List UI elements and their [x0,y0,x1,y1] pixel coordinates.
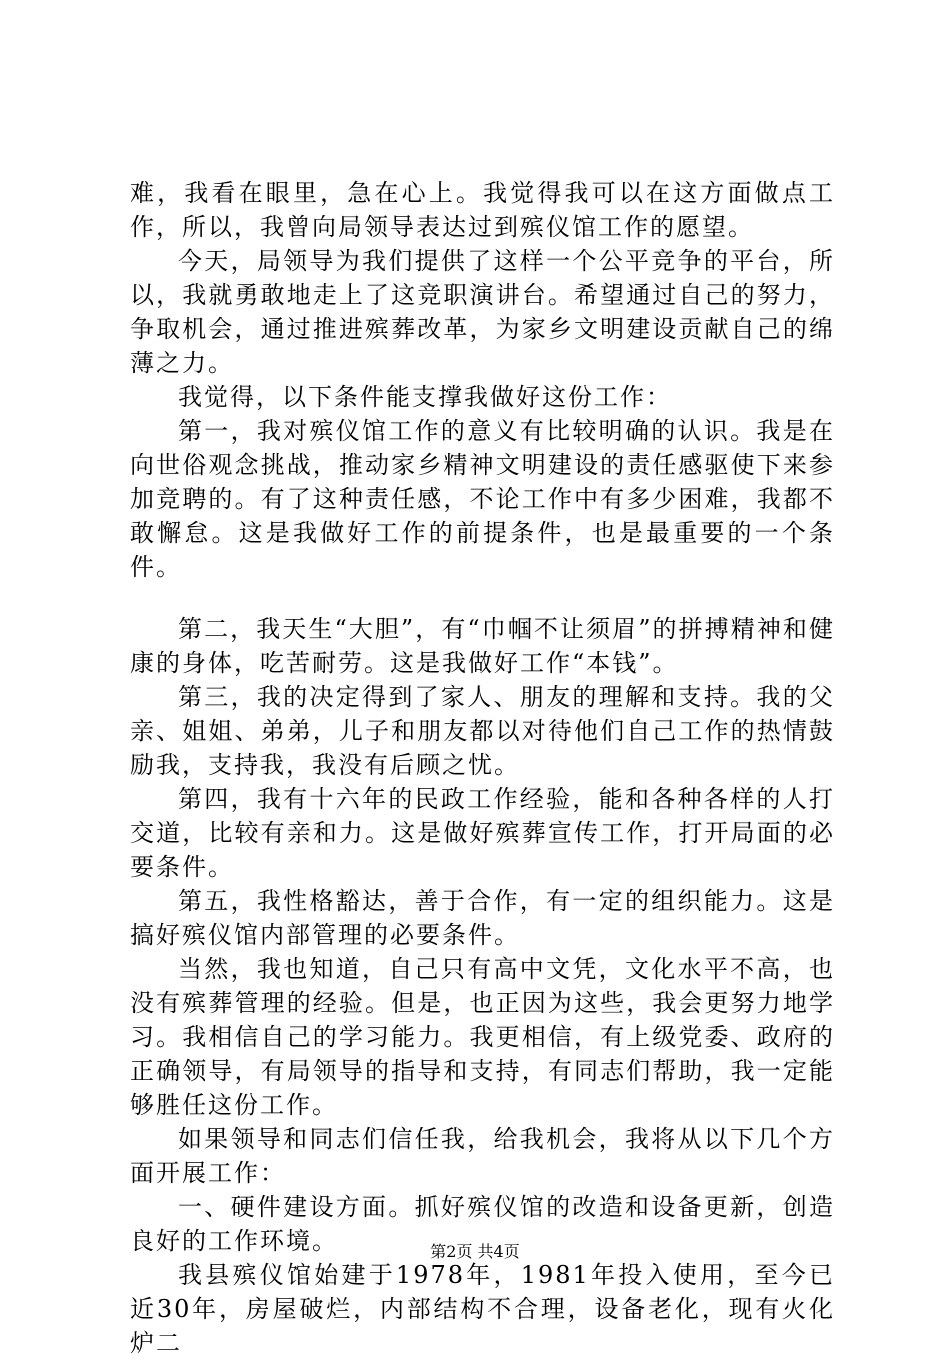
paragraph-8: 第五，我性格豁达，善于合作，有一定的组织能力。这是搞好殡仪馆内部管理的必要条件。 [130,887,835,949]
paragraph-4: 第一，我对殡仪馆工作的意义有比较明确的认识。我是在向世俗观念挑战，推动家乡精神文明建设的责任感驱使下来参加竞聘的。有了这种责任感，不论工作中有多少困难，我都不敢懈怠。这是我做好工作的前提条件，也是最重要的一个条件。 [130,417,835,581]
paragraph-1: 难，我看在眼里，急在心上。我觉得我可以在这方面做点工作，所以，我曾向局领导表达过到殡仪馆工作的愿望。 [130,179,835,241]
paragraph-2: 今天，局领导为我们提供了这样一个公平竞争的平台，所以，我就勇敢地走上了这竞职演讲台。希望通过自己的努力，争取机会，通过推进殡葬改革，为家乡文明建设贡献自己的绵薄之力。 [130,247,835,377]
paragraph-11: 一、硬件建设方面。抓好殡仪馆的改造和设备更新，创造良好的工作环境。 [130,1193,835,1255]
paragraph-10: 如果领导和同志们信任我，给我机会，我将从以下几个方面开展工作： [130,1125,835,1187]
paragraph-6: 第三，我的决定得到了家人、朋友的理解和支持。我的父亲、姐姐、弟弟，儿子和朋友都以对待他们自己工作的热情鼓励我，支持我，我没有后顾之忧。 [130,683,835,779]
paragraph-12: 我县殡仪馆始建于1978年，1981年投入使用，至今已近30年，房屋破烂，内部结构不合理，设备老化，现有火化炉二 [130,1261,835,1357]
document-body [130,176,835,1360]
paragraph-5: 第二，我天生“大胆”，有“巾帼不让须眉”的拼搏精神和健康的身体，吃苦耐劳。这是我做好工作“本钱”。 [130,615,835,677]
paragraph-9: 当然，我也知道，自己只有高中文凭，文化水平不高，也没有殡葬管理的经验。但是，也正因为这些，我会更努力地学习。我相信自己的学习能力。我更相信，有上级党委、政府的正确领导，有局领导的指导和支持，有同志们帮助，我一定能够胜任这份工作。 [130,955,835,1119]
page-footer: 第2页 共4页 [430,1242,520,1261]
paragraph-7: 第四，我有十六年的民政工作经验，能和各种各样的人打交道，比较有亲和力。这是做好殡葬宣传工作，打开局面的必要条件。 [130,785,835,881]
paragraph-3: 我觉得，以下条件能支撑我做好这份工作： [178,383,672,411]
